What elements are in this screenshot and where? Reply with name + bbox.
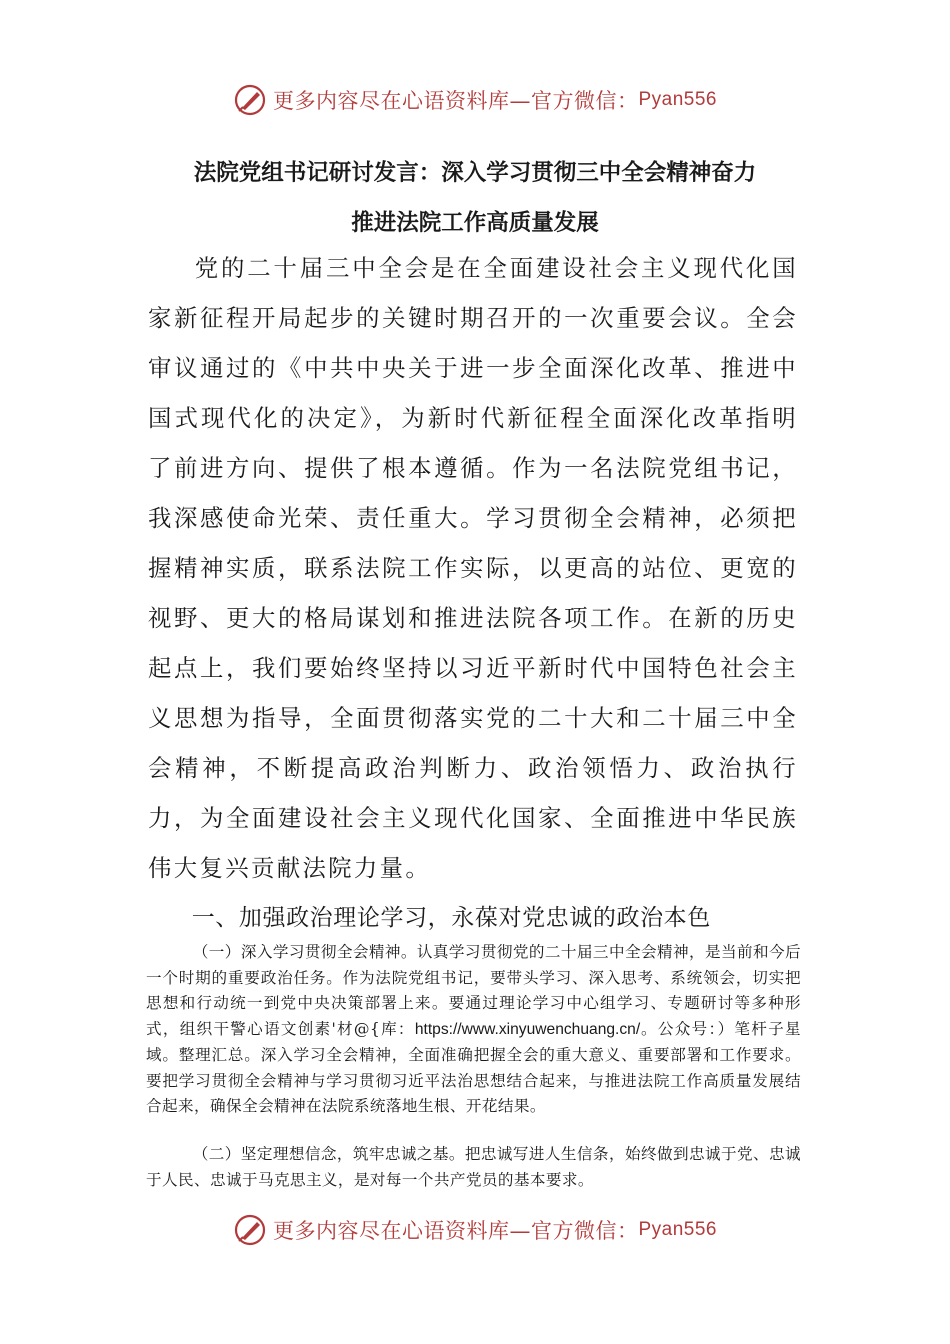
document-title-line2: 推进法院工作高质量发展: [351, 210, 599, 236]
document-title-line1: 法院党组书记研讨发言：深入学习贯彻三中全会精神奋力: [193, 160, 757, 186]
paragraph-1-text-a: （一）深入学习贯彻全会精神。认真学习贯彻党的二十届三中全会精神，是当前和今后一个时期的重要政治任务。作为法院党组书记，要带头学习、深入思考、系统领会，切实把思想和行动统一到党中央决策部署上来。要通过理论学习中心组学习、专题研讨等多种形式，组织干警心语文创素'材@{库：: [146, 943, 801, 1039]
watermark-text: 更多内容尽在心语资料库—官方微信：: [272, 1219, 639, 1243]
paragraph-1: [146, 940, 801, 1120]
watermark-banner-top: [0, 80, 950, 120]
section-heading-1: 一、加强政治理论学习，永葆对党忠诚的政治本色: [191, 905, 711, 931]
intro-paragraph: 党的二十届三中全会是在全面建设社会主义现代化国家新征程开局起步的关键时期召开的一次重要会议。全会审议通过的《中共中央关于进一步全面深化改革、推进中国式现代化的决定》，为新时代新征程全面深化改革指明了前进方向、提供了根本遵循。作为一名法院党组书记，我深感使命光荣、责任重大。学习贯彻全会精神，必须把握精神实质，联系法院工作实际，以更高的站位、更宽的视野、更大的格局谋划和推进法院各项工作。在新的历史起点上，我们要始终坚持以习近平新时代中国特色社会主义思想为指导，全面贯彻落实党的二十大和二十届三中全会精神，不断提高政治判断力、政治领悟力、政治执行力，为全面建设社会主义现代化国家、全面推进中华民族伟大复兴贡献法院力量。: [148, 254, 798, 882]
quill-logo-icon: [233, 1213, 267, 1247]
watermark-wechat: Pyan556: [638, 89, 717, 110]
paragraph-1-text-b: 。公众号：）笔杆子星域。整理汇总。深入学习全会精神，全面准确把握全会的重大意义、重要部署和工作要求。要把学习贯彻全会精神与学习贯彻习近平法治思想结合起来，与推进法院工作高质量发展结合起来，确保全会精神在法院系统落地生根、开花结果。: [146, 1020, 802, 1116]
paragraph-2: （二）坚定理想信念，筑牢忠诚之基。把忠诚写进人生信条，始终做到忠诚于党、忠诚于人民、忠诚于马克思主义，是对每一个共产党员的基本要求。: [146, 1145, 801, 1189]
watermark-wechat: Pyan556: [638, 1219, 717, 1240]
watermark-banner-bottom: [0, 1210, 950, 1250]
quill-logo-icon: [233, 83, 267, 117]
watermark-text: 更多内容尽在心语资料库—官方微信：: [272, 89, 639, 113]
source-url: https://www.xinyuwenchuang.cn/: [414, 1021, 641, 1039]
